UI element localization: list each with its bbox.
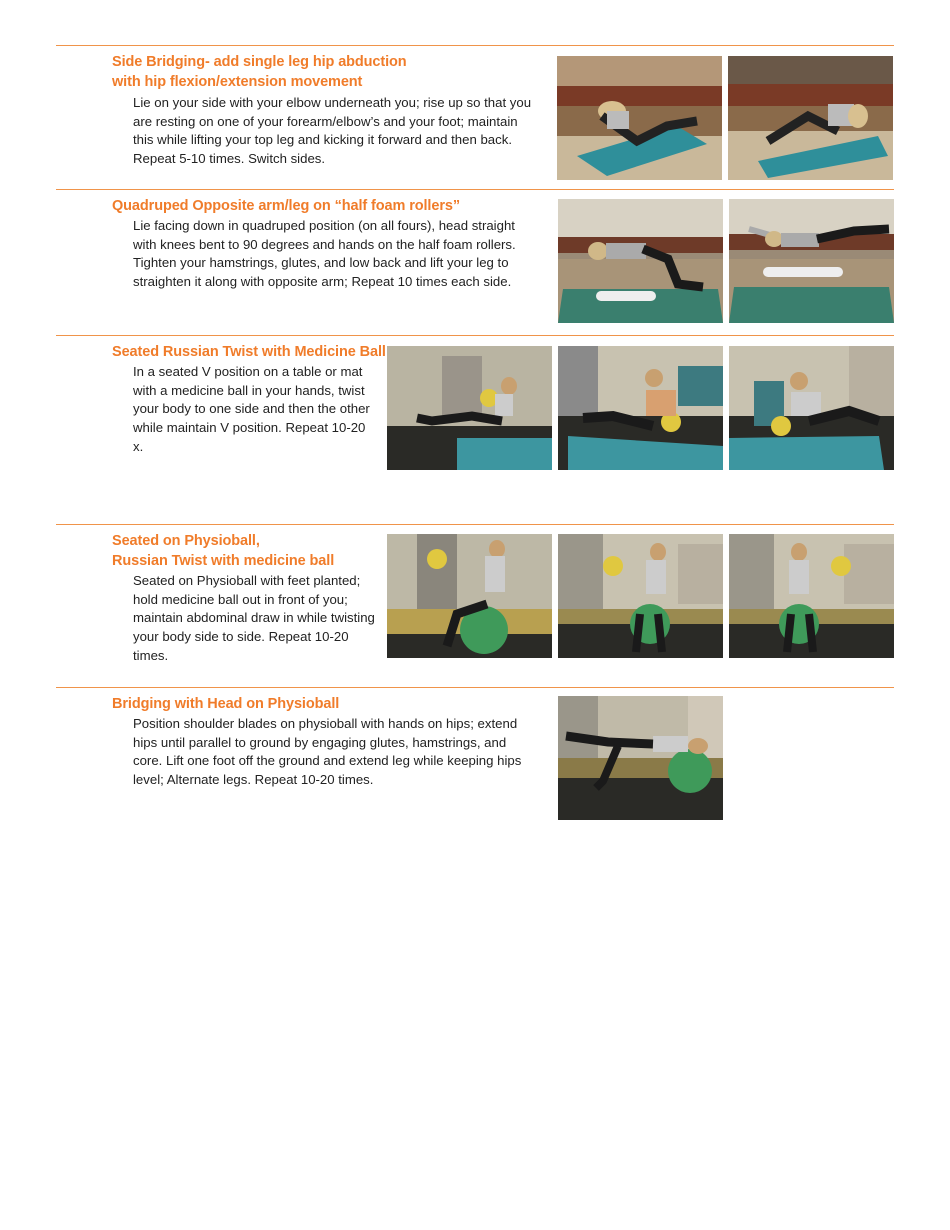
exercise-title-line: Russian Twist with medicine ball xyxy=(112,553,335,569)
exercise-title-line: Side Bridging- add single leg hip abduction xyxy=(112,54,407,70)
exercise-title xyxy=(112,52,407,92)
exercise-title xyxy=(112,196,460,216)
section-divider xyxy=(56,524,894,525)
exercise-title-line: with hip flexion/extension movement xyxy=(112,74,363,90)
exercise-description: Seated on Physioball with feet planted; hold medicine ball out in front of you; maintain abdominal draw in while twisting your body side to side. Repeat 10-20 times. xyxy=(133,573,375,663)
exercise-title xyxy=(112,531,334,571)
exercise-photo xyxy=(387,346,552,470)
section-divider xyxy=(56,335,894,336)
exercise-photo xyxy=(728,56,893,180)
exercise-photo xyxy=(387,534,552,658)
exercise-photo xyxy=(558,696,723,820)
exercise-photo xyxy=(729,199,894,323)
exercise-photo xyxy=(557,56,722,180)
exercise-title-line: Seated Russian Twist with Medicine Ball xyxy=(112,344,386,360)
exercise-title-line: Bridging with Head on Physioball xyxy=(112,696,340,712)
exercise-description: Position shoulder blades on physioball with hands on hips; extend hips until parallel to ground by engaging glutes, hamstrings, and core. Lift one foot off the ground and extend leg while keeping hips level; Alternate legs. Repeat 10-20 times. xyxy=(133,716,522,788)
exercise-title xyxy=(112,694,339,714)
exercise-photo xyxy=(729,346,894,470)
exercise-photo xyxy=(729,534,894,658)
exercise-description: Lie facing down in quadruped position (on all fours), head straight with knees bent to 90 degrees and hands on the half foam rollers. Tighten your hamstrings, glutes, and low back and lift your leg to straighten it along with opposite arm; Repeat 10 times each side. xyxy=(133,218,516,290)
exercise-description: Lie on your side with your elbow underneath you; rise up so that you are resting on one of your forearm/elbow’s and your foot; maintain this while lifting your top leg and kicking it forward and then back. Repeat 5-10 times. Switch sides. xyxy=(133,95,532,167)
exercise-photo xyxy=(558,346,723,470)
exercise-description: In a seated V position on a table or mat with a medicine ball in your hands, twist your body to one side and then the other while maintain V position. Repeat 10-20 x. xyxy=(133,364,370,454)
section-divider xyxy=(56,45,894,46)
section-divider xyxy=(56,189,894,190)
exercise-title-line: Quadruped Opposite arm/leg on “half foam rollers” xyxy=(112,198,460,214)
exercise-title xyxy=(112,342,386,362)
exercise-photo xyxy=(558,534,723,658)
exercise-photo xyxy=(558,199,723,323)
exercise-title-line: Seated on Physioball, xyxy=(112,533,260,549)
section-divider xyxy=(56,687,894,688)
